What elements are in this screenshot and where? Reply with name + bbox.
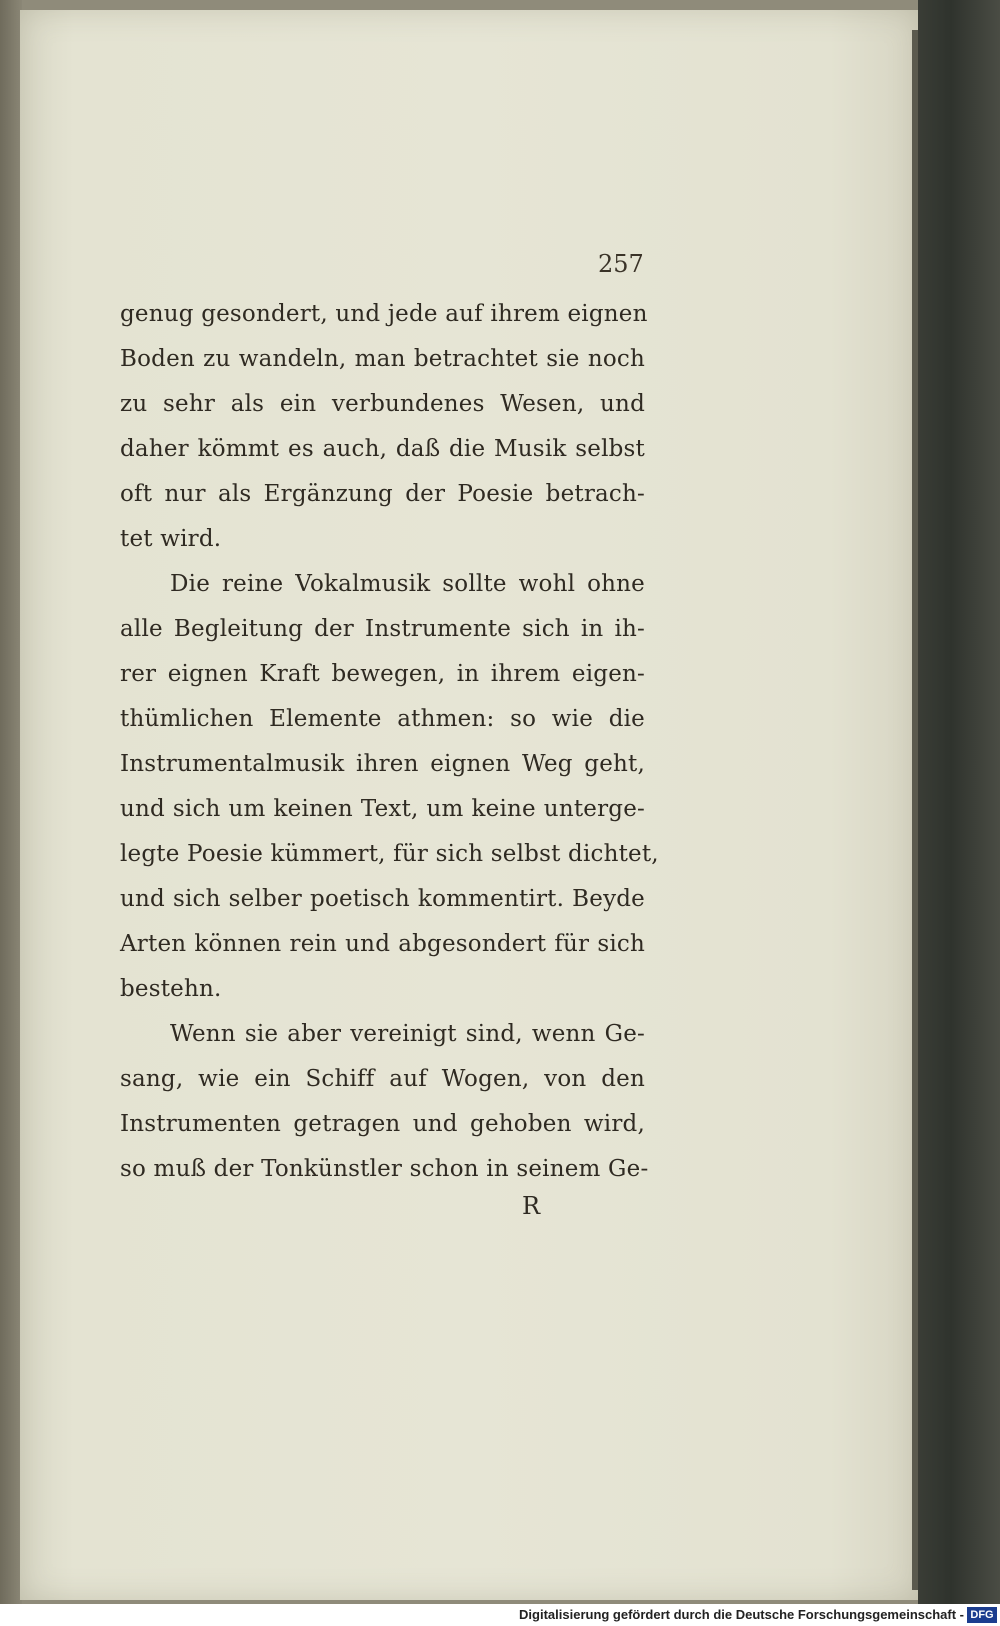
text-line: Die reine Vokalmusik sollte wohl ohne: [170, 571, 645, 597]
page-number: 257: [598, 250, 644, 278]
text-line: Wenn sie aber vereinigt sind, wenn Ge-: [170, 1021, 645, 1047]
text-line: daher kömmt es auch, daß die Musik selbst: [120, 436, 645, 462]
text-line: alle Begleitung der Instrumente sich in ih-: [120, 616, 645, 642]
text-line: und sich selber poetisch kommentirt. Beyde: [120, 886, 645, 912]
text-line: tet wird.: [120, 526, 222, 552]
left-board-edge: [0, 0, 22, 1604]
text-line: Instrumenten getragen und gehoben wird,: [120, 1111, 645, 1137]
dfg-logo: DFG: [967, 1607, 997, 1623]
text-line: Boden zu wandeln, man betrachtet sie noch: [120, 346, 645, 372]
text-line: bestehn.: [120, 976, 222, 1002]
text-line: rer eignen Kraft bewegen, in ihrem eigen-: [120, 661, 645, 687]
funding-credit: Digitalisierung gefördert durch die Deutsche Forschungsgemeinschaft -: [519, 1607, 964, 1622]
right-book-cover: [918, 0, 1000, 1604]
text-line: genug gesondert, und jede auf ihrem eignen: [120, 301, 648, 327]
body-text: [120, 292, 659, 1192]
text-line: sang, wie ein Schiff auf Wogen, von den: [120, 1066, 645, 1092]
text-line: zu sehr als ein verbundenes Wesen, und: [120, 391, 645, 417]
text-line: thümlichen Elemente athmen: so wie die: [120, 706, 645, 732]
text-line: legte Poesie kümmert, für sich selbst dichtet,: [120, 841, 659, 867]
text-line: oft nur als Ergänzung der Poesie betrach-: [120, 481, 645, 507]
text-line: so muß der Tonkünstler schon in seinem Ge-: [120, 1156, 649, 1182]
text-line: Arten können rein und abgesondert für sich: [120, 931, 645, 957]
signature-mark: R: [522, 1192, 541, 1220]
footer-bar: [0, 1604, 1000, 1626]
text-line: Instrumentalmusik ihren eignen Weg geht,: [120, 751, 645, 777]
text-line: und sich um keinen Text, um keine unterge-: [120, 796, 645, 822]
